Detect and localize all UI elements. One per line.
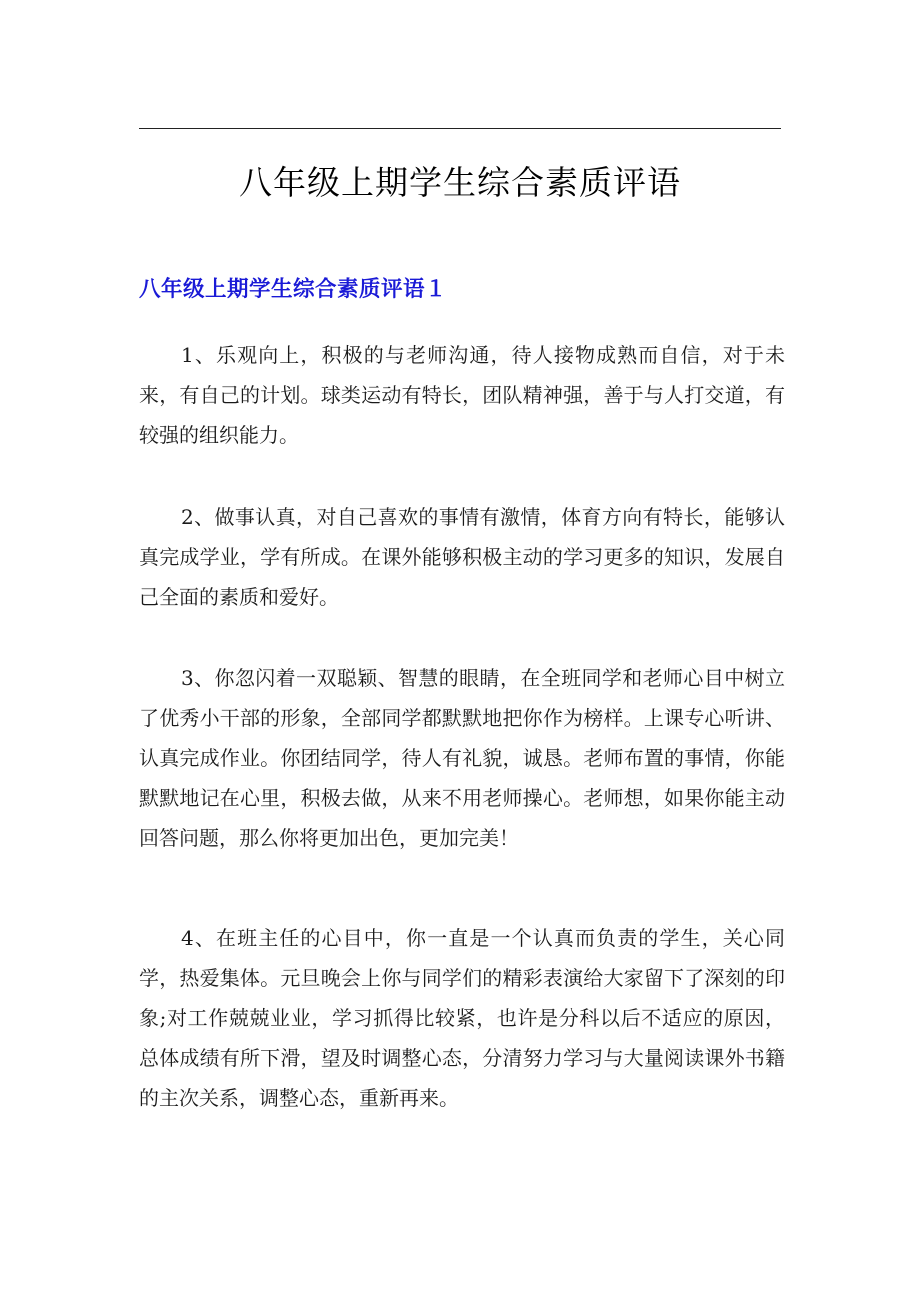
paragraph-4: 4、在班主任的心目中，你一直是一个认真而负责的学生，关心同学，热爱集体。元旦晚会上你与同学们的精彩表演给大家留下了深刻的印象;对工作兢兢业业，学习抓得比较紧，也许是分科以后不适应的原因，总体成绩有所下滑，望及时调整心态，分清努力学习与大量阅读课外书籍的主次关系，调整心态，重新再来。 bbox=[139, 926, 785, 1110]
document-title: 八年级上期学生综合素质评语 bbox=[239, 163, 681, 202]
paragraph-1: 1、乐观向上，积极的与老师沟通，待人接物成熟而自信，对于未来，有自己的计划。球类运动有特长，团队精神强，善于与人打交道，有较强的组织能力。 bbox=[139, 343, 785, 447]
header-rule bbox=[139, 128, 781, 129]
section-heading: 八年级上期学生综合素质评语１ bbox=[139, 277, 448, 302]
paragraph-3: 3、你忽闪着一双聪颖、智慧的眼睛，在全班同学和老师心目中树立了优秀小干部的形象，全部同学都默默地把你作为榜样。上课专心听讲、认真完成作业。你团结同学，待人有礼貌，诚恳。老师布置的事情，你能默默地记在心里，积极去做，从来不用老师操心。老师想，如果你能主动回答问题，那么你将更加出色，更加完美！ bbox=[139, 666, 785, 850]
paragraph-2: 2、做事认真，对自己喜欢的事情有激情，体育方向有特长，能够认真完成学业，学有所成。在课外能够积极主动的学习更多的知识，发展自己全面的素质和爱好。 bbox=[139, 505, 785, 609]
